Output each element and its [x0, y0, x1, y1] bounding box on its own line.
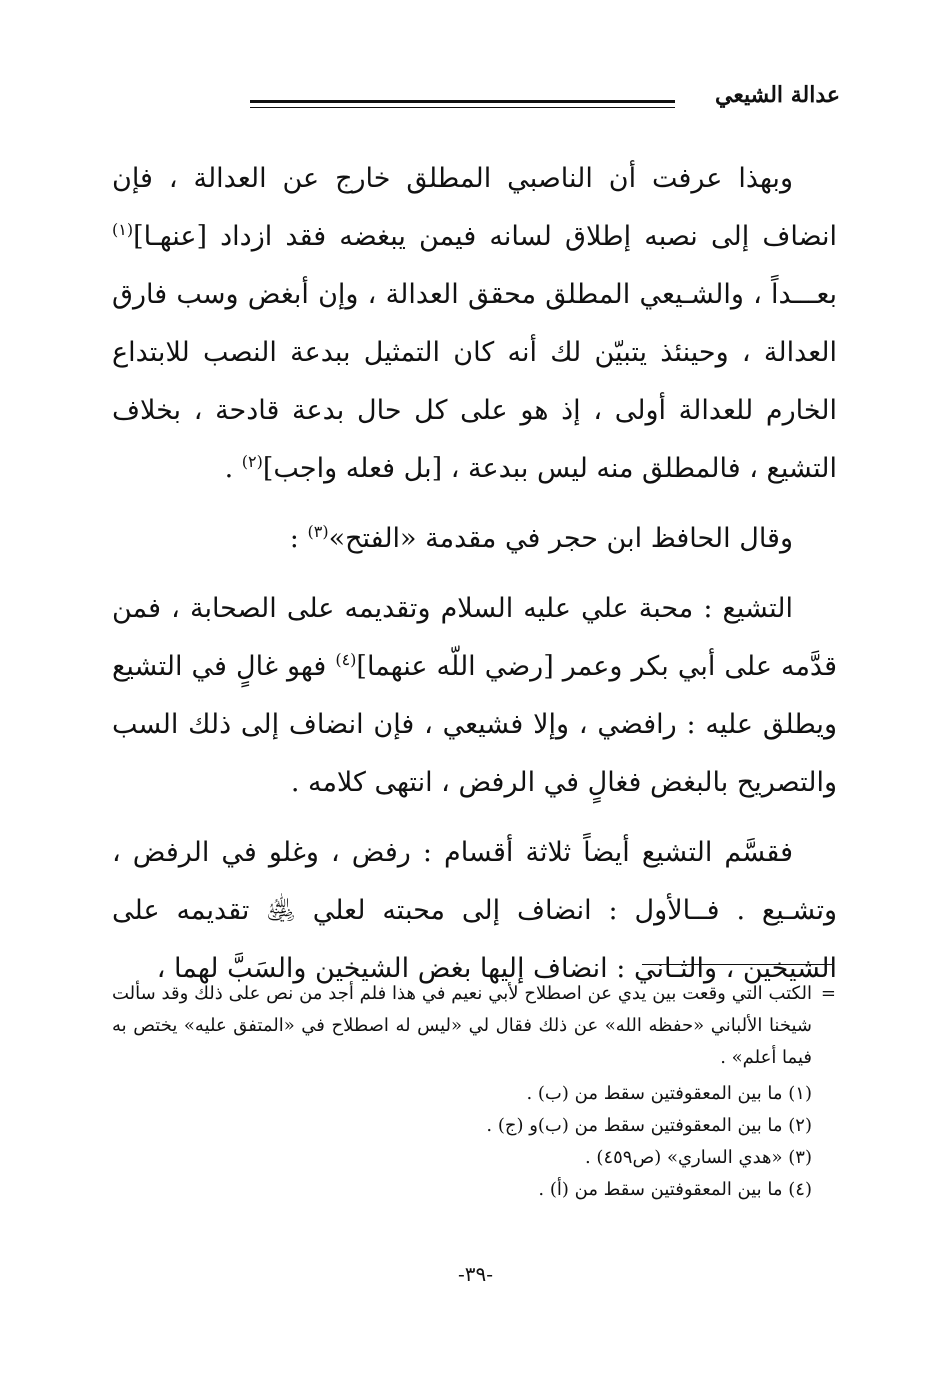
- footnote-ref-2[interactable]: (٢): [241, 452, 263, 471]
- footnote-continuation-text: الكتب التي وقعت بين يدي عن اصطلاح لأبي نعيم في هذا فلم أجد من نص على ذلك وقد سألت شيخنا الألباني «حفظه الله» عن ذلك فقال لي «ليس له اصطلاح في «المتفق عليه» يختص به فيما أعلم» .: [112, 983, 812, 1068]
- footnote-2: (٢) ما بين المعقوفتين سقط من (ب)و (ج) .: [486, 1115, 812, 1136]
- paragraph-1-text-b: بعـــداً ، والشـيعي المطلق محقق العدالة ، وإن أبغض وسب فارق العدالة ، وحينئذ يتبيّن لك أنه كان التمثيل ببدعة النصب للابتداع الخارم للعدالة أولى ، إذ هو على كل حال بدعة قادحة ، بخلاف التشيع ، فالمطلق منه ليس ببدعة ، [بل فعله واجب]: [112, 279, 837, 484]
- paragraph-2-text-b: :: [289, 523, 308, 554]
- footnote-1: (١) ما بين المعقوفتين سقط من (ب) .: [526, 1083, 812, 1104]
- footnote-4: (٤) ما بين المعقوفتين سقط من (أ) .: [538, 1179, 812, 1200]
- paragraph-2-text-a: وقال الحافظ ابن حجر في مقدمة «الفتح»: [328, 523, 793, 554]
- page-number: -٣٩-: [457, 1262, 493, 1286]
- footnote-continuation-mark: =: [820, 983, 836, 1004]
- header-rule-thin: [250, 107, 675, 108]
- paragraph-3-text-b: فهو غالٍ في التشيع ويطلق عليه : رافضي ، وإلا فشيعي ، فإن انضاف إلى ذلك السب والتصريح بالبغض فغالٍ في الرفض ، انتهى كلامه .: [112, 651, 837, 798]
- footnotes: [112, 978, 836, 1206]
- paragraph-3-text-a: التشيع : محبة علي عليه السلام وتقديمه على الصحابة ، فمن قدَّمه على أبي بكر وعمر [رضي اللّه عنهما]: [112, 593, 837, 682]
- footnote-3: (٣) «هدي الساري» (ص٤٥٩) .: [584, 1147, 812, 1168]
- footnote-ref-4[interactable]: (٤): [335, 650, 357, 669]
- paragraph-1: [112, 150, 837, 498]
- body-text: [112, 150, 837, 998]
- running-header-title: عدالة الشيعي: [715, 82, 840, 108]
- paragraph-4-text: فقسَّم التشيع أيضاً ثلاثة أقسام : رفض ، وغلو في الرفض ، وتشـيع . فــالأول : انضاف إلى محبته لعلي ﵁ تقديمه على الشيخين ، والثـاني : انضاف إليها بغض الشيخين والسَبَّ لهما ،: [112, 837, 837, 984]
- footnote-separator: [642, 964, 832, 965]
- paragraph-1-text-a: وبهذا عرفت أن الناصبي المطلق خارج عن العدالة ، فإن انضاف إلى نصبه إطلاق لسانه فيمن يبغضه فقد ازداد [عنهـا]: [112, 163, 837, 252]
- paragraph-3-quote: [112, 580, 837, 812]
- footnote-ref-3[interactable]: (٣): [307, 522, 329, 541]
- footnote-continuation: [112, 978, 836, 1074]
- header-rule-thick: [250, 100, 675, 103]
- running-header: [250, 82, 840, 122]
- paragraph-2: [112, 510, 837, 568]
- paragraph-4: [112, 824, 837, 998]
- footnote-ref-1[interactable]: (١): [112, 220, 134, 239]
- paragraph-1-text-c: .: [224, 453, 242, 484]
